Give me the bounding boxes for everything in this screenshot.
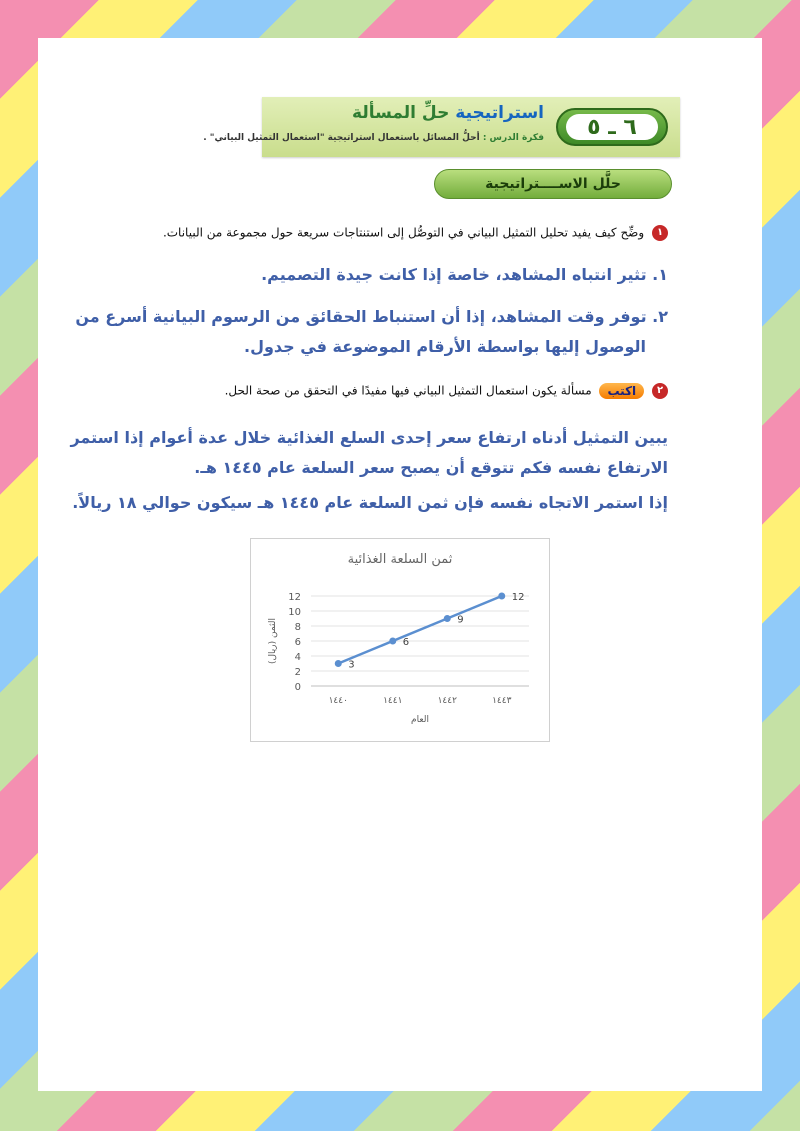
- data-label: 9: [457, 614, 464, 626]
- page-sheet: [38, 38, 762, 1091]
- data-point: [389, 638, 396, 645]
- lesson-idea-label: فكرة الدرس :: [482, 133, 544, 143]
- answer-1-point-2-line-1: ٢. توفر وقت المشاهد، إذا أن استنباط الحقائق من الرسوم البيانية أسرع من: [75, 307, 668, 326]
- y-tick-label: 2: [294, 667, 301, 678]
- lesson-title-part1: استراتيجية: [455, 103, 544, 123]
- question-2: [108, 383, 668, 399]
- price-chart-svg: [251, 539, 549, 741]
- y-tick-label: 10: [288, 607, 301, 618]
- x-tick-label: ١٤٤٠: [328, 696, 348, 706]
- data-label: 3: [348, 659, 355, 671]
- question-1-number: ١: [652, 225, 668, 241]
- lesson-idea-text: أحلُّ المسائل باستعمال استراتيجية "استعمال التمثيل البياني" .: [203, 133, 480, 143]
- question-2-text: مسألة يكون استعمال التمثيل البياني فيها مفيدًا في التحقق من صحة الحل.: [224, 383, 592, 398]
- series-line: [338, 596, 502, 664]
- x-tick-label: ١٤٤٣: [492, 696, 512, 706]
- y-tick-label: 6: [294, 637, 301, 648]
- lesson-number: ٦ ـ ٥: [566, 114, 658, 140]
- y-tick-label: 0: [294, 682, 301, 693]
- lesson-header: [203, 97, 680, 157]
- data-label: 6: [402, 637, 410, 648]
- question-1-text: وضِّح كيف يفيد تحليل التمثيل البياني في التوصُّل إلى استنتاجات سريعة حول مجموعة من البيانات.: [162, 225, 645, 240]
- question-2-number: ٢: [652, 383, 668, 399]
- y-tick-label: 4: [294, 652, 301, 663]
- price-chart: [250, 538, 550, 742]
- answer-2-solution: إذا استمر الاتجاه نفسه فإن ثمن السلعة عام ١٤٤٥ هـ سيكون حوالي ١٨ ريالاً.: [72, 493, 668, 512]
- data-point: [335, 660, 342, 667]
- answer-2-problem: [48, 423, 668, 483]
- write-tag: اكتب: [599, 383, 644, 399]
- answer-1-point-1: ١. تثير انتباه المشاهد، خاصة إذا كانت جيدة التصميم.: [261, 265, 668, 284]
- chart-title: ثمن السلعة الغذائية: [347, 552, 453, 567]
- answer-1-point-2-line-2: الوصول إليها بواسطة الأرقام الموضوعة في جدول.: [244, 337, 646, 356]
- lesson-title: [352, 103, 544, 123]
- y-tick-label: 8: [294, 622, 301, 633]
- y-tick-label: 12: [288, 592, 301, 603]
- lesson-number-badge: [556, 108, 668, 146]
- x-axis-label: العام: [411, 715, 429, 725]
- data-point: [444, 615, 451, 622]
- data-label: 12: [511, 592, 525, 603]
- strategy-heading: حلَّل الاســــتراتيجية: [434, 169, 672, 199]
- question-1: [108, 225, 668, 241]
- y-axis-label: الثمن (ريال): [268, 617, 278, 665]
- x-tick-label: ١٤٤١: [383, 696, 403, 706]
- data-point: [498, 593, 505, 600]
- x-tick-label: ١٤٤٢: [437, 696, 457, 706]
- lesson-idea: [203, 133, 544, 143]
- answer-1-point-2: [68, 302, 668, 362]
- lesson-title-part2: حلِّ المسألة: [352, 103, 450, 123]
- answer-2-line-1: يبين التمثيل أدناه ارتفاع سعر إحدى السلع الغذائية خلال عدة أعوام إذا استمر: [70, 428, 668, 447]
- answer-2-line-2: الارتفاع نفسه فكم تتوقع أن يصبح سعر السلعة عام ١٤٤٥ هـ.: [194, 458, 668, 477]
